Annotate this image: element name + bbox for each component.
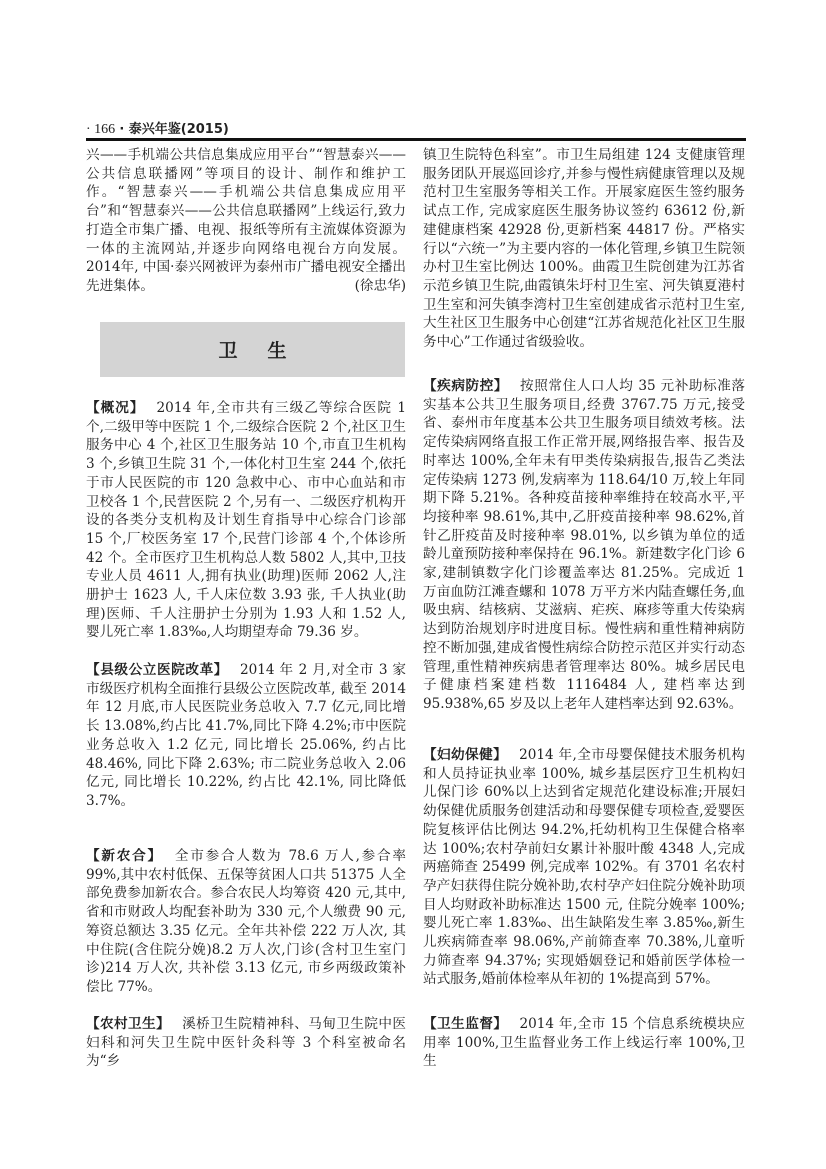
author-credit: (徐忠华) [354,277,406,294]
running-header [86,118,229,138]
overview-paragraph [86,399,406,642]
rural-paragraph [86,1015,406,1071]
disease-paragraph [423,377,745,714]
section-label: 【概况】 [86,400,145,416]
paragraph-text: 兴——手机端公共信息集成应用平台”“智慧泰兴——公共信息联播网”等项目的设计、制作和维护工作。“智慧泰兴——手机端公共信息集成应用平台”和“智慧泰兴——公共信息联播网”上线运行,致力打造全市集广播、电视、报纸等所有主流媒体资源为一体的主流网站,并逐步向网络电视台方向发展。2014年, 中国·泰兴网被评为泰州市广播电视安全播出先进集体。 [86,147,406,294]
paragraph-text: 2014 年 2 月,对全市 3 家市级医疗机构全面推行县级公立医院改革, 截至 2014 年 12 月底,市人民医院业务总收入 7.7 亿元,同比增长 13.08%,约占比 41.7%,同比下降 4.2%;市中医院业务总收入 1.2 亿元, 同比增长 25.06%, 约占比 48.46%, 同比下降 2.63%; 市二院业务总收入 2.06 亿元, 同比增长 10.22%, 约占比 42.1%, 同比降低 3.7%。 [86,662,407,809]
section-title: 卫生 [218,340,317,362]
rural-continued-paragraph [423,146,745,352]
section-label: 【县级公立医院改革】 [86,662,228,678]
section-label: 【农村卫生】 [86,1016,171,1032]
section-label: 【疾病防控】 [423,378,509,394]
page-number: · 166 [86,122,116,137]
paragraph-text: 2014 年,全市 15 个信息系统模块应用率 100%,卫生监督业务工作上线运行率 100%,卫生 [423,1016,745,1070]
paragraph-text: 镇卫生院特色科室”。市卫生局组建 124 支健康管理服务团队开展巡回诊疗,并参与慢性病健康管理以及规范村卫生室服务等相关工作。开展家庭医生签约服务试点工作, 完成家庭医生服务协议签约 63612 份,新建健康档案 42928 份,更新档案 44817 份。严格实行以“六统一”为主要内容的一体化管理,乡镇卫生院领办村卫生室比例达 100%。曲霞卫生院创建为江苏省示范乡镇卫生院,曲霞镇朱圩村卫生室、河失镇夏港村卫生室和河失镇李湾村卫生室创建成省示范村卫生室,大生社区卫生服务中心创建“江苏省规范化社区卫生服务中心”工作通过省级验收。 [423,147,745,351]
paragraph-text: 按照常住人口人均 35 元补助标准落实基本公共卫生服务项目,经费 3767.75 万元,接受省、泰州市年度基本公共卫生服务项目绩效考核。法定传染病网络直报工作正常开展,网络报告率、报告及时率达 100%,全年未有甲类传染病报告,报告乙类法定传染病 1273 例,发病率为 118.64/10 万,较上年同期下降 5.21%。各种疫苗接种率维持在较高水平,平均接种率 98.61%,其中,乙肝疫苗接种率 98.62%,首针乙肝疫苗及时接种率 98.01%, 以乡镇为单位的适龄儿童预防接种率保持在 96.1%。新建数字化门诊 6 家,建制镇数字化门诊覆盖率达 81.25%。完成近 1 万亩血防江滩查螺和 1078 万平方米内陆查螺任务,血吸虫病、结核病、艾滋病、疟疾、麻疹等重大传染病达到防治规划序时进度目标。慢性病和重性精神病防控不断加强,建成省慢性病综合防控示范区并实行动态管理,重性精神疾病患者管理率达 80%。城乡居民电子健康档案建档数 1116484 人, 建档率达到 95.938%,65 岁及以上老年人建档率达到 92.63%。 [423,378,745,712]
reform-paragraph [86,661,406,811]
section-label: 【新农合】 [86,848,163,864]
ncms-paragraph [86,847,406,997]
intro-paragraph [86,146,406,296]
paragraph-text: 2014 年,全市母婴保健技术服务机构和人员持证执业率 100%, 城乡基层医疗卫生机构妇儿保门诊 60%以上达到省定规范化建设标准;开展妇幼保健优质服务创建活动和母婴保健专项检查,爱婴医院复核评估比例达 94.2%,托幼机构卫生保健合格率达 100%;农村孕前妇女累计补服叶酸 4348 人,完成两癌筛查 25499 例,完成率 102%。有 3701 名农村孕产妇获得住院分娩补助,农村孕产妇住院分娩补助项目人均财政补助标准达 1500 元, 住院分娩率 100%;婴儿死亡率 1.83‰、出生缺陷发生率 3.85‰,新生儿疾病筛查率 98.06%,产前筛查率 70.38%,儿童听力筛查率 94.37%; 实现婚姻登记和婚前医学体检一站式服务,婚前体检率从年初的 1%提高到 57%。 [423,747,745,988]
section-banner [100,322,405,377]
supervision-paragraph [423,1015,745,1071]
maternal-paragraph [423,746,745,989]
paragraph-text: 2014 年,全市共有三级乙等综合医院 1 个,二级甲等中医院 1 个,二级综合医院 2 个,社区卫生服务中心 4 个,社区卫生服务站 10 个,市直卫生机构 3 个,乡镇卫生院 31 个,一体化村卫生室 244 个,依托于市人民医院的市 120 急救中心、市中心血站和市卫校各 1 个,民营医院 2 个,另有一、二级医疗机构开设的各类分支机构及计划生育指导中心综合门诊部 15 个,厂校医务室 17 个,民营门诊部 4 个,个体诊所 42 个。全市医疗卫生机构总人数 5802 人,其中,卫技专业人员 4611 人,拥有执业(助理)医师 2062 人,注册护士 1623 人, 千人床位数 3.93 张, 千人执业(助理)医师、千人注册护士分别为 1.93 人和 1.52 人, 婴儿死亡率 1.83‰,人均期望寿命 79.36 岁。 [86,400,406,641]
paragraph-text: 全市参合人数为 78.6 万人,参合率 99%,其中农村低保、五保等贫困人口共 51375 人全部免费参加新农合。参合农民人均筹资 420 元,其中,省和市财政人均配套补助为 330 元,个人缴费 90 元,筹资总额达 3.35 亿元。全年共补偿 222 万人次, 其中住院(含住院分娩)8.2 万人次,门诊(含村卫生室门诊)214 万人次, 共补偿 3.13 亿元, 市乡两级政策补偿比 77%。 [86,848,407,995]
paragraph-text: 溪桥卫生院精神科、马甸卫生院中医妇科和河失卫生院中医针灸科等 3 个科室被命名为“乡 [86,1016,407,1070]
book-title: · 泰兴年鉴(2015) [119,122,229,137]
header-rule [86,138,746,141]
section-label: 【卫生监督】 [423,1016,508,1032]
section-label: 【妇幼保健】 [423,747,508,763]
